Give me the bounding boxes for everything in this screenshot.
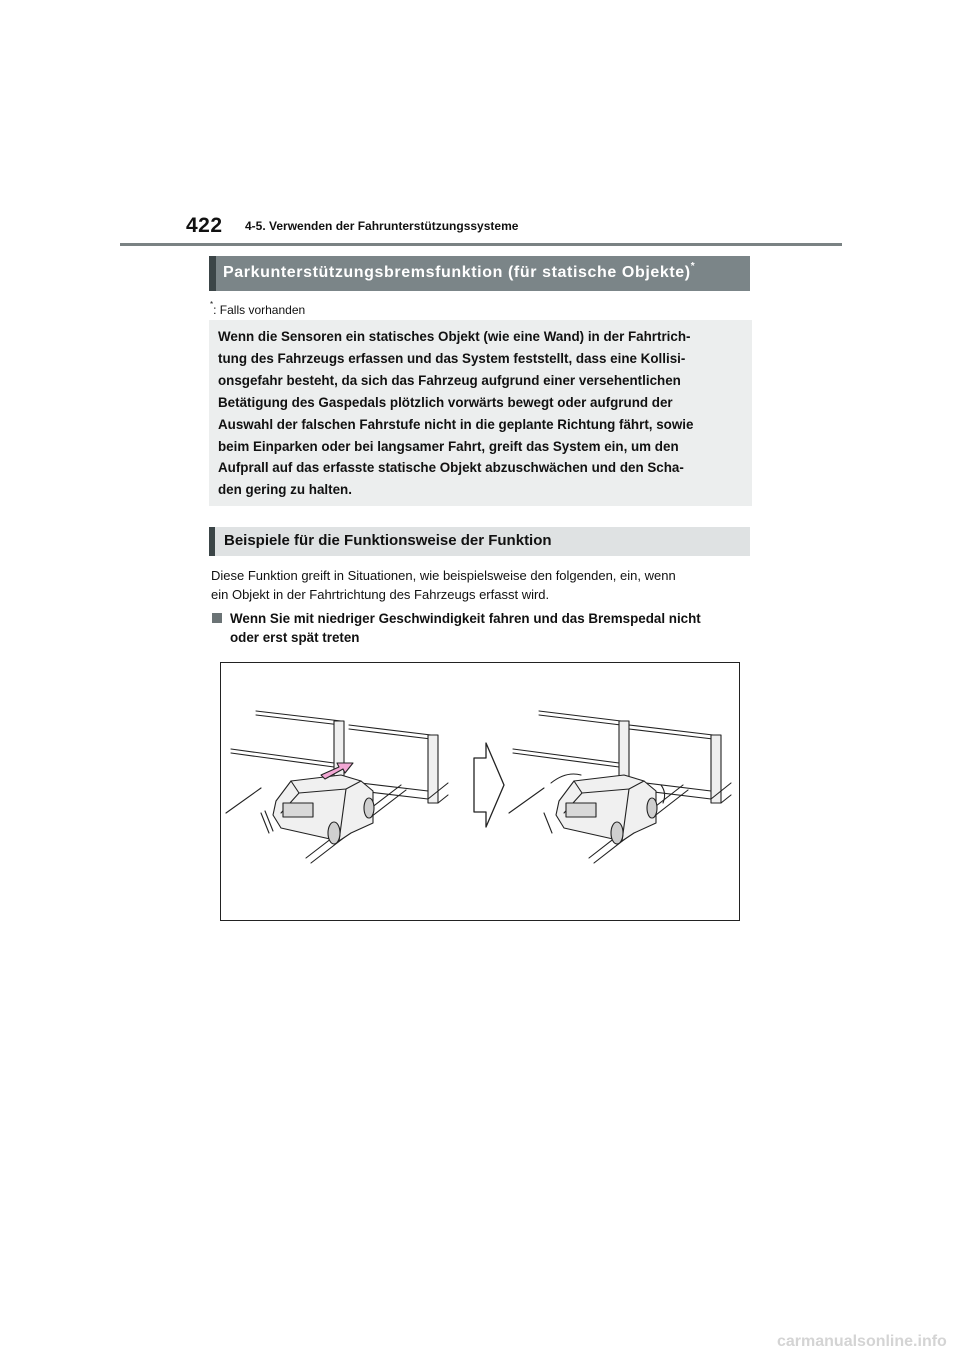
car-right-icon [544, 774, 665, 844]
intro-line: tung des Fahrzeugs erfassen und das System feststellt, dass eine Kollisi- [218, 350, 686, 366]
intro-line: Aufprall auf das erfasste statische Objekt abzuschwächen und den Scha- [218, 460, 684, 476]
subsection-title: Beispiele für die Funktionsweise der Funktion [224, 532, 552, 549]
subsection-title-bar [209, 527, 750, 556]
footnote-marker: * [210, 300, 214, 309]
bullet-text [230, 609, 751, 647]
chapter-title: 4-5. Verwenden der Fahrunterstützungssysteme [245, 219, 519, 233]
intro-box [209, 320, 752, 506]
subsection-accent [209, 527, 215, 556]
body-line: Diese Funktion greift in Situationen, wie beispielsweise den folgenden, ein, wenn [211, 568, 676, 583]
bullet-item [211, 609, 751, 647]
illustration [221, 663, 741, 922]
intro-line: Auswahl der falschen Fahrstufe nicht in die geplante Richtung fährt, sowie [218, 416, 694, 432]
watermark-logo [775, 1326, 955, 1354]
page-number: 422 [186, 214, 223, 237]
intro-line: Wenn die Sensoren ein statisches Objekt (wie eine Wand) in der Fahrtrich- [218, 329, 691, 344]
section-title-marker: * [690, 261, 696, 272]
svg-text:carmanualsonline.info: carmanualsonline.info [777, 1333, 947, 1350]
transition-arrow-icon [474, 743, 504, 827]
bullet-square-icon [212, 613, 222, 623]
car-left-icon [261, 775, 374, 844]
illustration-frame [220, 662, 740, 921]
header-divider [120, 243, 842, 246]
body-line: ein Objekt in der Fahrtrichtung des Fahrzeugs erfasst wird. [211, 587, 550, 602]
section-title [223, 261, 696, 282]
intro-line: onsgefahr besteht, da sich das Fahrzeug aufgrund einer versehentlichen [218, 372, 681, 388]
section-title-text: Parkunterstützungsbremsfunktion (für statische Objekte) [223, 264, 691, 281]
intro-line: den gering zu halten. [218, 482, 352, 498]
title-accent [209, 256, 216, 291]
section-title-bar [209, 256, 750, 291]
footnote [210, 300, 306, 317]
intro-line: Betätigung des Gaspedals plötzlich vorwärts bewegt oder aufgrund der [218, 394, 673, 410]
intro-line: beim Einparken oder bei langsamer Fahrt, greift das System ein, um den [218, 438, 679, 454]
body-paragraph [211, 566, 751, 604]
footnote-text: : Falls vorhanden [213, 303, 306, 317]
bullet-line: oder erst spät treten [230, 630, 360, 645]
bullet-line: Wenn Sie mit niedriger Geschwindigkeit fahren und das Bremspedal nicht [230, 611, 701, 626]
